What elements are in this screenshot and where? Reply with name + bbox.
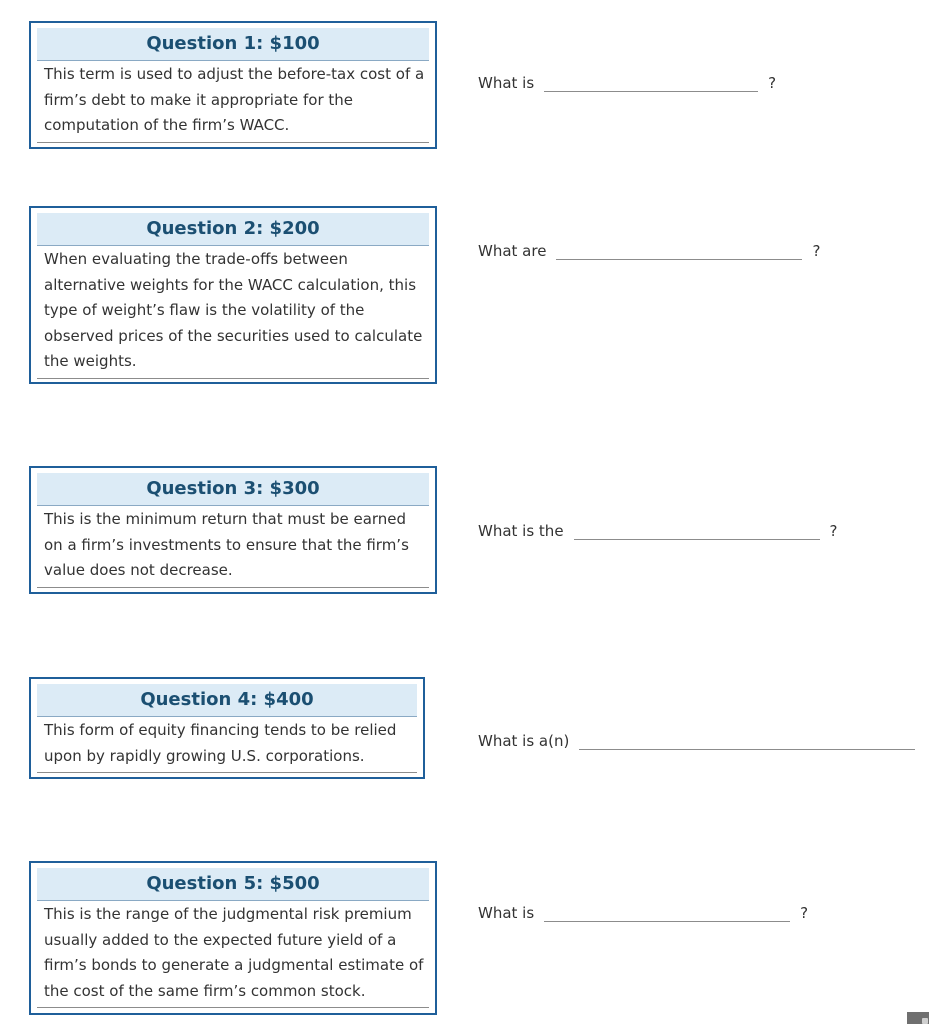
answer-input-2[interactable]: [556, 241, 802, 260]
question-card-1: [29, 21, 437, 149]
question-title: Question 5: $500: [37, 868, 429, 901]
answer-suffix: ?: [812, 242, 821, 260]
corner-tab-icon[interactable]: [907, 1012, 929, 1024]
question-title: Question 2: $200: [37, 213, 429, 246]
question-title: Question 1: $100: [37, 28, 429, 61]
answer-suffix: ?: [768, 74, 777, 92]
answer-row-5: [478, 903, 808, 922]
answer-row-3: [478, 521, 838, 540]
question-title: Question 4: $400: [37, 684, 417, 717]
question-title: Question 3: $300: [37, 473, 429, 506]
answer-suffix: ?: [829, 522, 838, 540]
question-text: This is the range of the judgmental risk premium usually added to the expected future yield of a firm’s bonds to generate a judgmental estimate of the cost of the same firm’s common stock.: [37, 901, 429, 1008]
answer-prefix: What is: [478, 74, 535, 92]
question-card-4: [29, 677, 425, 779]
answer-suffix: ?: [800, 904, 809, 922]
answer-prefix: What is: [478, 904, 535, 922]
answer-row-1: [478, 73, 776, 92]
answer-prefix: What are: [478, 242, 547, 260]
question-card-2: [29, 206, 437, 384]
answer-row-4: [478, 731, 915, 750]
answer-input-4[interactable]: [579, 731, 915, 750]
answer-prefix: What is the: [478, 522, 564, 540]
question-text: When evaluating the trade-offs between alternative weights for the WACC calculation, this type of weight’s flaw is the volatility of the observed prices of the securities used to calculate the weights.: [37, 246, 429, 379]
question-text: This is the minimum return that must be earned on a firm’s investments to ensure that the firm’s value does not decrease.: [37, 506, 429, 588]
question-text: This form of equity financing tends to be relied upon by rapidly growing U.S. corporations.: [37, 717, 417, 773]
question-text: This term is used to adjust the before-tax cost of a firm’s debt to make it appropriate for the computation of the firm’s WACC.: [37, 61, 429, 143]
answer-input-1[interactable]: [544, 73, 758, 92]
answer-prefix: What is a(n): [478, 732, 570, 750]
answer-input-3[interactable]: [574, 521, 820, 540]
answer-input-5[interactable]: [544, 903, 790, 922]
question-card-5: [29, 861, 437, 1015]
answer-row-2: [478, 241, 820, 260]
question-card-3: [29, 466, 437, 594]
